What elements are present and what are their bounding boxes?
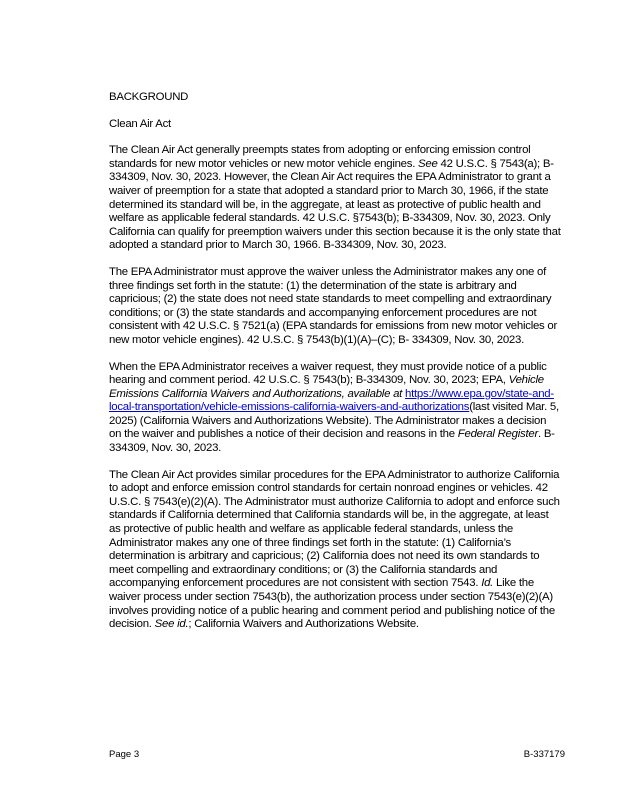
available-at-label: , available at (341, 387, 403, 400)
paragraph-3 (109, 361, 561, 456)
paragraph-4 (109, 469, 561, 632)
paragraph-1 (109, 144, 561, 253)
id-citation: Id. (481, 577, 494, 590)
federal-register-label: Federal Register (457, 428, 538, 441)
document-id: B-337179 (523, 749, 565, 760)
source-link[interactable]: https://www.epa.gov/state-and-local-transportation/vehicle-emissions-california-waivers-and-authorizations (109, 387, 554, 414)
paragraph-1-text-b: 42 U.S.C. § 7543(a); B-334309, Nov. 30, 2023. However, the Clean Air Act requires the EPA Administrator to grant a waiver of preemption for a state that adopted a standard prior to March 30, 1966, if the state determined its standard will be, in the aggregate, at least as protective of public health and welfare as applicable federal standards. 42 U.S.C. §7543(b); B-334309, Nov. 30, 2023. Only California can qualify for preemption waivers under this section because it is the only state that adopted a standard prior to March 30, 1966. B-334309, Nov. 30, 2023. (109, 157, 561, 252)
section-heading: BACKGROUND (109, 91, 189, 103)
paragraph-4-text-c: ; California Waivers and Authorizations Website. (188, 618, 419, 631)
see-id-citation: See id. (154, 618, 189, 631)
subsection-heading: Clean Air Act (109, 117, 171, 130)
paragraph-2: The EPA Administrator must approve the waiver unless the Administrator makes any one of three findings set forth in the statute: (1) the determination of the state is arbitrary and capricious; (2) the state does not need state standards to meet compelling and extraordinary conditions; or (3) the state standards and accompanying enforcement procedures are not consistent with 42 U.S.C. § 7521(a) (EPA standards for emissions from new motor vehicles or new motor vehicle engines). 42 U.S.C. § 7543(b)(1)(A)–(C); B- 334309, Nov. 30, 2023. (109, 265, 558, 346)
citation-signal: See (418, 157, 438, 170)
paragraph-3-text-b: (last visited Mar. 5, 2025) (California Waivers and Authorizations Website). The Administrator makes a decision on the waiver and publishes a notice of their decision and reasons in the (109, 401, 559, 441)
paragraph-4-text-b: Like the waiver process under section 7543(b), the authorization process under section 7543(e)(2)(A) involves providing notice of a public hearing and comment period and publishing notice of the decision. (109, 577, 555, 631)
page-number: Page 3 (109, 749, 140, 760)
source-title: Vehicle Emissions California Waivers and Authorizations (109, 374, 544, 400)
document-body (109, 91, 561, 645)
paragraph-3-text-c: . B-334309, Nov. 30, 2023. (109, 428, 555, 455)
paragraph-3-text-a: When the EPA Administrator receives a waiver request, they must provide notice of a public hearing and comment period. 42 U.S.C. § 7543(b); B-334309, Nov. 30, 2023; EPA, (109, 360, 547, 387)
paragraph-1-text-a: The Clean Air Act generally preempts states from adopting or enforcing emission control standards for new motor vehicles or new motor vehicle engines. (109, 144, 531, 170)
paragraph-4-text-a: The Clean Air Act provides similar procedures for the EPA Administrator to authorize California to adopt and enforce emission control standards for certain nonroad engines or vehicles. 42 U.S.C. § 7543(e)(2)(A). The Administrator must authorize California to adopt and enforce such standards if California determined that California standards will be, in the aggregate, at least as protective of public health and welfare as applicable federal standards, unless the Administrator makes any one of three findings set forth in the statute: (1) California’s determination is arbitrary and capricious; (2) California does not need its own standards to meet compelling and extraordinary conditions; or (3) the California standards and accompanying enforcement procedures are not consistent with section 7543. (109, 468, 560, 590)
